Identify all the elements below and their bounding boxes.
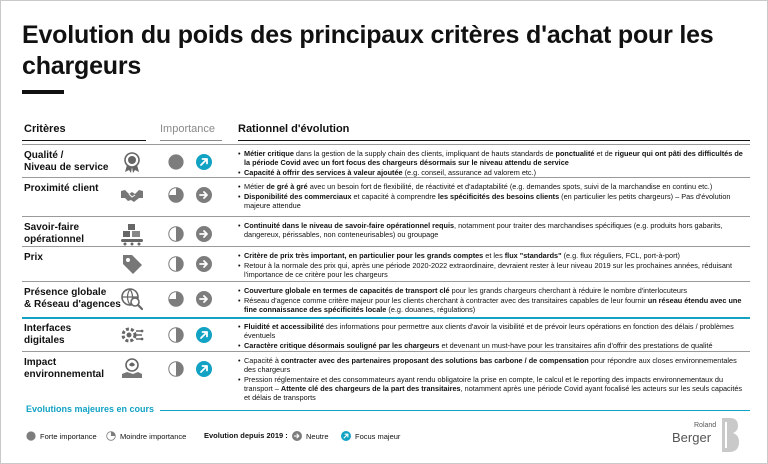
header-criteres: Critères	[24, 123, 66, 135]
legend-forte	[26, 431, 97, 441]
header-rule-importance	[160, 140, 222, 141]
rationale-bullet: • Capacité à offrir des services à valeur ajoutée (e.g. conseil, assurance ad valorem etc.)	[238, 168, 748, 177]
rationale-bullet: • Métier critique dans la gestion de la supply chain des clients, impliquant de hauts standards de ponctualité et de rigueur qui ont pâti des difficultés de la période Covid avec un fort focus des chargeurs désormais sur le niveau attendu de service	[238, 149, 748, 167]
row-separator	[22, 144, 750, 145]
eco-hand-icon	[120, 357, 144, 381]
row-separator	[22, 317, 750, 319]
criterion-label: Impact environnemental	[24, 357, 105, 380]
conveyor-icon	[120, 222, 144, 246]
importance-forte-icon	[168, 154, 184, 170]
importance-moindre-icon	[168, 291, 184, 307]
evolutions-majeures-label: Evolutions majeures en cours	[26, 404, 155, 414]
legend-moindre	[106, 431, 186, 441]
rationale-bullet: • Retour à la normale des prix qui, après une période 2020-2022 extraordinaire, devraient rester à leur niveau 2019 sur les prochaines années, réduisant l'importance de ce critère pour les chargeurs	[238, 261, 748, 279]
evolution-neutre-icon	[196, 256, 212, 272]
legend-focus-label: Focus majeur	[355, 431, 401, 441]
rationale-bullet: • Disponibilité des commerciaux et capacité à comprendre les spécificités des besoins clients (en particulier les petits chargeurs) – Pas d'évolution majeure attendue	[238, 192, 748, 210]
rationale-bullet: • Continuité dans le niveau de savoir-faire opérationnel requis, notamment pour traiter des marchandises spécifiques (e.g. produits hors gabarits, dangereux, périssables, non conteneurisables) ou groupage	[238, 221, 748, 239]
criterion-label: Interfaces digitales	[24, 323, 72, 346]
header-rationnel: Rationnel d'évolution	[238, 123, 350, 135]
brand-roland: Roland	[694, 422, 717, 429]
rationale-bullets	[238, 356, 748, 403]
page-title: Evolution du poids des principaux critères d'achat pour les chargeurs	[22, 21, 714, 80]
digital-gear-icon	[120, 323, 144, 347]
evolution-neutre-icon	[196, 291, 212, 307]
criterion-label: Proximité client	[24, 183, 99, 194]
handshake-icon	[120, 183, 144, 207]
criteria-row	[22, 219, 750, 249]
rationale-bullet: • Critère de prix très important, en particulier pour les grands comptes et les flux "standards" (e.g. flux réguliers, FCL, port-à-port)	[238, 251, 748, 260]
arrow-right-icon	[292, 431, 302, 441]
evolution-focus-icon	[196, 361, 212, 377]
brand-mark-icon	[720, 418, 740, 452]
rationale-bullets	[238, 221, 748, 240]
rationale-bullets	[238, 322, 748, 351]
partial-circle-icon	[106, 431, 116, 441]
legend-focus	[341, 431, 400, 441]
rationale-bullet: • Métier de gré à gré avec un besoin fort de flexibilité, de réactivité et d'adaptabilité (e.g. demandes spots, suivi de la marchandise en continu etc.)	[238, 182, 748, 191]
evolution-focus-icon	[196, 154, 212, 170]
roland-berger-logo	[672, 418, 742, 454]
criteria-row	[22, 320, 750, 354]
price-tag-icon	[120, 252, 144, 276]
rationale-bullets	[238, 286, 748, 315]
importance-moindre-icon	[168, 256, 184, 272]
legend-moindre-label: Moindre importance	[120, 431, 187, 441]
rationale-bullets	[238, 182, 748, 211]
criterion-label: Qualité / Niveau de service	[24, 150, 109, 173]
row-separator	[22, 246, 750, 247]
legend-forte-label: Forte importance	[40, 431, 97, 441]
row-separator	[22, 351, 750, 352]
rationale-bullet: • Capacité à contracter avec des partenaires proposant des solutions bas carbone / de compensation pour répondre aux closes environnementales des chargeurs	[238, 356, 748, 374]
rationale-bullet: • Caractère critique désormais souligné par les chargeurs et devenant un must-have pour les transitaires afin d'offrir des prestations de qualité	[238, 341, 748, 350]
legend-neutre-label: Neutre	[306, 431, 329, 441]
arrow-up-right-icon	[341, 431, 351, 441]
criteria-row	[22, 284, 750, 320]
criteria-row	[22, 180, 750, 219]
importance-moindre-icon	[168, 226, 184, 242]
importance-moindre-icon	[168, 327, 184, 343]
rationale-bullets	[238, 251, 748, 280]
criterion-label: Prix	[24, 252, 43, 263]
rationale-bullet: • Fluidité et accessibilité des informations pour permettre aux clients d'avoir la visibilité et de prévoir leurs opérations en fonction des délais / problèmes éventuels	[238, 322, 748, 340]
row-separator	[22, 177, 750, 178]
criteria-row	[22, 249, 750, 284]
evolution-focus-icon	[196, 327, 212, 343]
header-rule-rationnel	[238, 140, 750, 141]
evolutions-majeures-rule	[160, 410, 750, 411]
rationale-bullet: • Couverture globale en termes de capacités de transport clé pour les grands chargeurs cherchant à réduire le nombre d'interlocuteurs	[238, 286, 748, 295]
criterion-label: Savoir-faire opérationnel	[24, 222, 85, 245]
criteria-row	[22, 147, 750, 180]
importance-moindre-icon	[168, 361, 184, 377]
evolution-neutre-icon	[196, 226, 212, 242]
globe-search-icon	[120, 287, 144, 311]
header-importance: Importance	[160, 123, 216, 135]
importance-moindre-icon	[168, 187, 184, 203]
row-separator	[22, 281, 750, 282]
title-underline	[22, 90, 64, 94]
criterion-label: Présence globale & Réseau d'agences	[24, 287, 121, 310]
quality-badge-icon	[120, 150, 144, 174]
full-circle-icon	[26, 431, 36, 441]
brand-berger: Berger	[672, 430, 712, 445]
evolution-neutre-icon	[196, 187, 212, 203]
legend-evolution-label: Evolution depuis 2019 :	[204, 431, 288, 440]
rationale-bullet: • Pression réglementaire et des consommateurs ayant rendu obligatoire la prise en compte, le calcul et le reporting des impacts environnementaux du transport – Attente clé des chargeurs de la part des transitaires, notamment après une période Covid ayant focalisé les acteurs sur les seuls capacités et délais de transports	[238, 375, 748, 403]
criteria-row	[22, 354, 750, 404]
header-rule-criteres	[22, 140, 146, 141]
rationale-bullet: • Réseau d'agence comme critère majeur pour les clients cherchant à contracter avec des transitaires capables de leur fournir un réseau étendu avec une fine connaissance des spécificités locale (e.g. douanes, régulations)	[238, 296, 748, 314]
row-separator	[22, 216, 750, 217]
rationale-bullets	[238, 149, 748, 178]
legend-neutre	[292, 431, 329, 441]
